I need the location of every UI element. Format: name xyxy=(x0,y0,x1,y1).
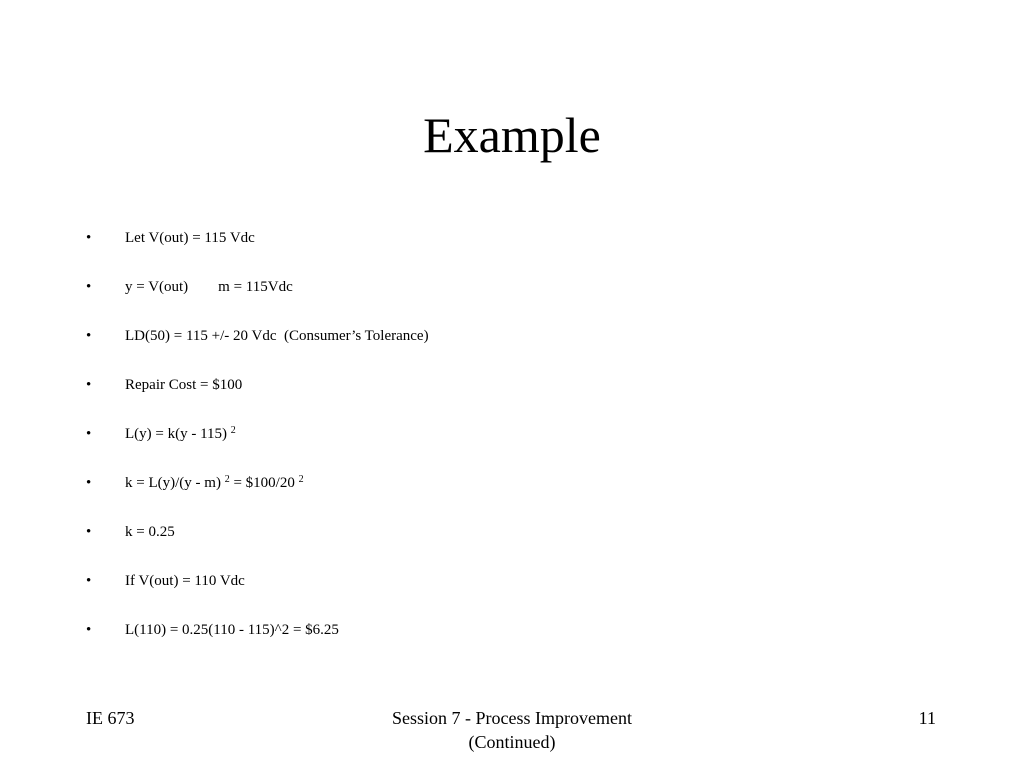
bullet-icon: • xyxy=(86,426,92,442)
bullet-superscript: 2 xyxy=(230,425,236,436)
bullet-text xyxy=(125,522,175,542)
bullet-icon: • xyxy=(86,524,92,540)
bullet-icon: • xyxy=(86,279,92,295)
bullet-text-main: L(y) = k(y - 115) xyxy=(125,426,231,442)
bullet-text xyxy=(125,424,236,444)
bullet-icon: • xyxy=(86,377,92,393)
bullet-text xyxy=(125,277,293,297)
bullet-text xyxy=(125,571,245,591)
bullet-text-continued: = $100/20 xyxy=(229,475,299,491)
bullet-text xyxy=(125,228,255,248)
footer-course: IE 673 xyxy=(86,708,135,728)
bullet-icon: • xyxy=(86,475,92,491)
bullet-text xyxy=(125,473,304,493)
bullet-text-main: Let V(out) = 115 Vdc xyxy=(125,230,255,246)
footer-session-line-2: (Continued) xyxy=(468,732,556,752)
bullet-icon: • xyxy=(86,328,92,344)
bullet-superscript: 2 xyxy=(298,474,304,485)
bullet-icon: • xyxy=(86,573,92,589)
bullet-text-main: Repair Cost = $100 xyxy=(125,377,243,393)
bullet-text xyxy=(125,375,242,395)
bullet-superscript: 2 xyxy=(224,474,230,485)
bullet-text-main: k = 0.25 xyxy=(125,524,175,540)
bullet-icon: • xyxy=(86,230,92,246)
slide-title: Example xyxy=(423,107,601,163)
bullet-text-main: L(110) = 0.25(110 - 115)^2 = $6.25 xyxy=(125,622,339,638)
page-number: 11 xyxy=(918,708,936,728)
bullet-icon: • xyxy=(86,622,92,638)
footer-session-line-1: Session 7 - Process Improvement xyxy=(392,708,632,728)
bullet-text xyxy=(125,326,429,346)
footer-session-title xyxy=(312,706,712,754)
bullet-text-main: LD(50) = 115 +/- 20 Vdc (Consumer’s Tolerance) xyxy=(125,328,429,344)
bullet-text xyxy=(125,620,339,640)
bullet-text-main: If V(out) = 110 Vdc xyxy=(125,573,245,589)
bullet-text-main: k = L(y)/(y - m) xyxy=(125,475,225,491)
bullet-text-main: y = V(out) m = 115Vdc xyxy=(125,279,293,295)
